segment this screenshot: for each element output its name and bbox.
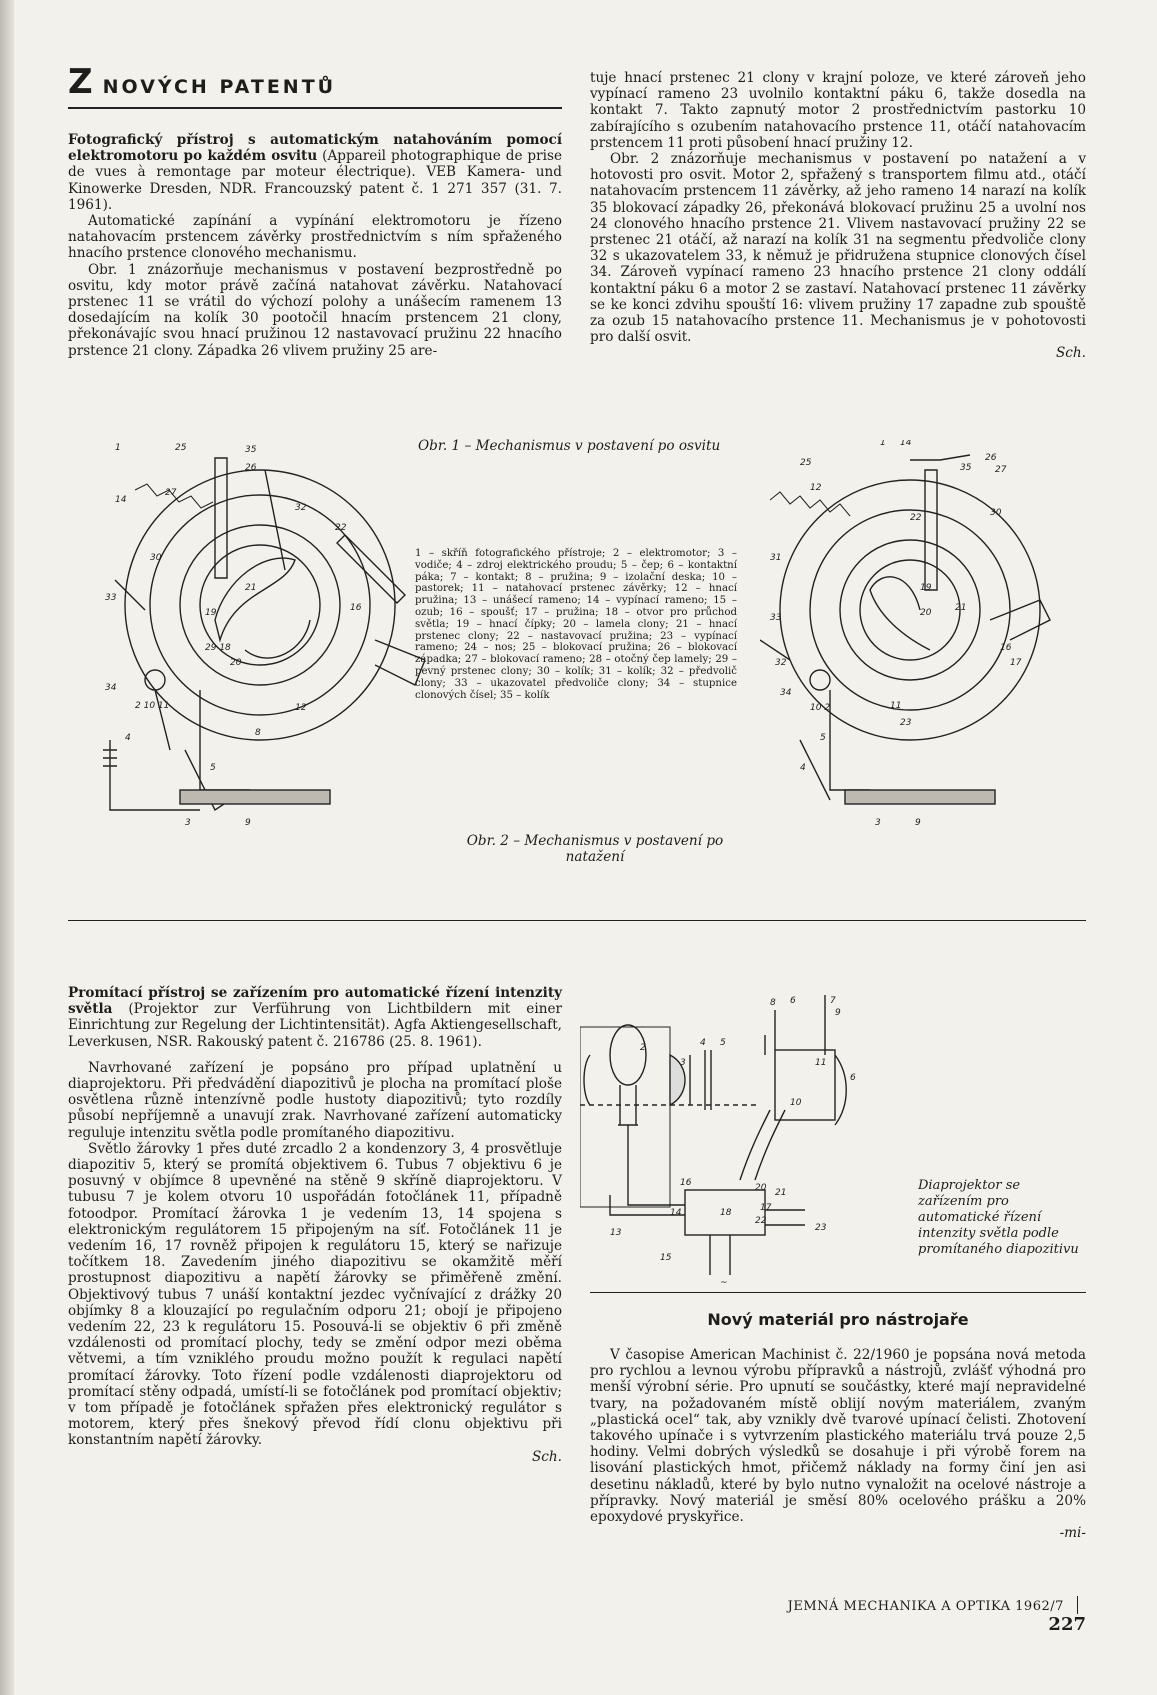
page-edge-shadow <box>0 0 14 1695</box>
article1-lead-bold: Fotografický přístroj s automatickým natahováním pomocí elektromotoru po každém osvitu <box>68 132 562 165</box>
svg-text:27: 27 <box>995 465 1007 475</box>
svg-text:26: 26 <box>245 463 257 473</box>
svg-text:5: 5 <box>720 1038 726 1048</box>
section-title-rest: NOVÝCH PATENTŮ <box>102 76 337 98</box>
article3-title: Nový materiál pro nástrojaře <box>707 1310 969 1329</box>
svg-text:11: 11 <box>815 1058 827 1068</box>
mid-rule <box>68 920 1086 921</box>
article3-signature: -mi- <box>1059 1525 1086 1542</box>
svg-text:32: 32 <box>295 503 307 513</box>
svg-text:17: 17 <box>760 1203 772 1213</box>
figure1-caption: Obr. 1 – Mechanismus v postavení po osvitu <box>418 438 721 454</box>
svg-text:25: 25 <box>800 458 812 468</box>
article1-lead <box>68 132 562 213</box>
svg-text:5: 5 <box>210 763 216 773</box>
svg-text:9: 9 <box>835 1008 841 1018</box>
svg-text:2: 2 <box>640 1043 646 1053</box>
article1-signature: Sch. <box>1055 345 1086 362</box>
svg-text:35: 35 <box>245 445 257 455</box>
svg-text:4: 4 <box>700 1038 706 1048</box>
svg-text:13: 13 <box>610 1228 622 1238</box>
figure2-drawing <box>760 440 1090 860</box>
svg-text:6: 6 <box>850 1073 856 1083</box>
svg-text:33: 33 <box>770 613 782 623</box>
svg-text:23: 23 <box>900 718 912 728</box>
svg-text:22: 22 <box>755 1216 767 1226</box>
section-title-initial: Z <box>68 62 93 102</box>
svg-text:18: 18 <box>720 1208 732 1218</box>
svg-text:21: 21 <box>955 603 967 613</box>
section-title <box>68 62 336 102</box>
svg-text:30: 30 <box>990 508 1002 518</box>
svg-text:15: 15 <box>660 1253 672 1263</box>
article2-body <box>68 985 562 1465</box>
svg-text:9: 9 <box>245 818 251 828</box>
svg-text:3: 3 <box>875 818 881 828</box>
figure1-drawing <box>95 440 425 860</box>
svg-text:16: 16 <box>680 1178 692 1188</box>
svg-text:8: 8 <box>255 728 261 738</box>
figure3-caption: Diaprojektor se zařízením pro automatické řízení intenzity světla podle promítaného diapozitivu <box>918 1178 1079 1257</box>
svg-text:31: 31 <box>770 553 782 563</box>
svg-text:20: 20 <box>230 658 242 668</box>
svg-text:3: 3 <box>680 1058 686 1068</box>
svg-text:14: 14 <box>115 495 127 505</box>
svg-text:1: 1 <box>880 440 886 448</box>
page-number: 227 <box>1048 1614 1086 1635</box>
svg-text:~: ~ <box>720 1278 728 1285</box>
article2-signature: Sch. <box>531 1448 562 1465</box>
svg-text:32: 32 <box>775 658 787 668</box>
svg-text:19: 19 <box>205 608 217 618</box>
article2-lead-bold: Promítací přístroj se zařízením pro automatické řízení intenzity světla <box>68 985 562 1018</box>
figure1-legend: 1 – skříň fotografického přístroje; 2 – elektromotor; 3 – vodiče; 4 – zdroj elektrického proudu; 5 – čep; 6 – kontaktní páka; 7 – kontakt; 8 – pružina; 9 – izolační deska; 10 – pastorek; 11 – natahovací prstenec závěrky; 12 – hnací pružina; 13 – unášecí rameno; 14 – vypínací rameno; 15 – ozub; 16 – spoušť; 17 – pružina; 18 – otvor pro průchod světla; 19 – hnací čípky; 20 – lamela clony; 21 – hnací prstenec clony; 22 – nastavovací pružina; 23 – vypínací rameno; 24 – nos; 25 – blokovací pružina; 26 – blokovací západka; 27 – blokovací rameno; 28 – otočný čep lamely; 29 – pevný prstenec clony; 30 – kolík; 31 – kolík; 32 – předvolič clony; 33 – ukazovatel předvoliče clony; 34 – stupnice clonových čísel; 35 – kolík <box>415 548 737 701</box>
article2-p1: Navrhované zařízení je popsáno pro případ uplatnění u diaprojektoru. Při předvádění diapozitivů je plocha na promítací ploše osvětlena různě intenzívně podle hustoty diapozitivů; tyto rozdíly působí nepříjemně a unavují zrak. Navrhované zařízení automaticky reguluje intenzitu světla podle promítaného diapozitivu. <box>68 1059 562 1141</box>
svg-text:12: 12 <box>295 703 307 713</box>
footer-journal: JEMNÁ MECHANIKA A OPTIKA 1962/7 <box>787 1599 1064 1614</box>
svg-text:26: 26 <box>985 453 997 463</box>
article1-p1: Automatické zapínání a vypínání elektromotoru je řízeno natahovacím prstencem závěrky prostřednictvím s ním spřaženého hnacího prstence clonového mechanismu. <box>68 213 562 262</box>
svg-text:16: 16 <box>1000 643 1012 653</box>
figure2-caption: Obr. 2 – Mechanismus v postavení po natažení <box>466 833 724 865</box>
svg-text:17: 17 <box>1010 658 1022 668</box>
footer-separator <box>1077 1596 1078 1614</box>
svg-text:21: 21 <box>245 583 257 593</box>
article2-p2: Světlo žárovky 1 přes duté zrcadlo 2 a kondenzory 3, 4 prosvětluje diapozitiv 5, který se promítá objektivem 6. Tubus 7 objektivu 6 je posuvný v objímce 8 upevněné na stěně 9 skříně diaprojektoru. V tubusu 7 je kolem otvoru 10 uspořádán fotočlánek 11, případně fotoodpor. Promítací žárovka 1 je vedením 13, 14 spojena s elektronickým regulátorem 15 připojeným na síť. Fotočlánek 11 je vedením 16, 17 rovněž připojen k regulátoru 15, který se nařizuje točítkem 18. Zavedením jiného diapozitivu se okamžitě měří prostupnost diapozitivu a napětí žárovky se přiměřeně změní. Objektivový tubus 7 unáší kontaktní jezdec vyčnívající z drážky 20 objímky 8 a klouzající po regulačním odporu 21; obojí je připojeno vedením 22, 23 k regulátoru 15. Posouvá-li se objektiv 6 při změně vzdálenosti od promítací plochy, tedy se změní odpor mezi oběma větvemi, a tím vzniklého proudu možno použít k regulaci napětí promítací žárovky. Toto řízení podle vzdálenosti diaprojektoru od promítací stěny odpadá, umístí-li se fotočlánek pod promítací objektiv; v tom případě je fotočlánek spřažen přes elektronický regulátor s motorem, který přes šnekový převod řídí clonu objektivu při konstantním napětí žárovky. <box>68 1140 562 1449</box>
svg-text:14: 14 <box>900 440 912 448</box>
svg-text:4: 4 <box>800 763 806 773</box>
svg-text:22: 22 <box>910 513 922 523</box>
svg-text:5: 5 <box>820 733 826 743</box>
svg-text:33: 33 <box>105 593 117 603</box>
article1-p2: Obr. 1 znázorňuje mechanismus v postavení bezprostředně po osvitu, kdy motor právě začíná natahovat závěrku. Natahovací prstenec 11 se vrátil do výchozí polohy a unášecím ramenem 13 dosedajícím na kolík 30 pootočil hnacím prstencem 21 clony, překonávajíc svou hnací pružinou 12 nastavovací pružinu 22 hnacího prstence 21 clony. Západka 26 vlivem pružiny 25 are- <box>68 261 562 359</box>
svg-text:29 18: 29 18 <box>205 643 231 653</box>
article1-right <box>590 70 1086 362</box>
svg-text:20: 20 <box>755 1183 767 1193</box>
svg-text:2 10 11: 2 10 11 <box>135 701 170 711</box>
article1-right-p1: tuje hnací prstenec 21 clony v krajní poloze, ve které zároveň jeho vypínací rameno 23 uvolnilo kontaktní páku 6, takže dosedla na kontakt 7. Takto zapnutý motor 2 prostřednictvím pastorku 10 zabírajícího s ozubením natahovacího prstence 11, otáčí natahovacím prstencem 11 proti působení hnací pružiny 12. <box>590 70 1086 151</box>
svg-text:35: 35 <box>960 463 972 473</box>
title-rule <box>68 107 562 109</box>
footer <box>760 1595 1086 1635</box>
article3-rule <box>590 1292 1086 1293</box>
article3-body <box>590 1347 1086 1541</box>
svg-text:30: 30 <box>150 553 162 563</box>
svg-text:21: 21 <box>775 1188 787 1198</box>
article3-p1: V časopise American Machinist č. 22/1960 je popsána nová metoda pro rychlou a levnou výrobu přípravků a nástrojů, zvlášť výhodná pro menší výrobní série. Pro upnutí se součástky, které mají nepravidelné tvary, na požadovaném místě oblijí novým materiálem, zvaným „plastická ocel“ tak, aby vznikly dvě tvarové upínací čelisti. Zhotovení takového upínače i s vytvrzením plastického materiálu trvá pouze 2,5 hodiny. Velmi dobrých výsledků se dosahuje i při výrobě forem na lisování plastických hmot, přičemž náklady na formy činí jen asi desetinu nákladů, které by bylo nutno vynaložit na ocelové nástroje a přípravky. Nový materiál je směsí 80% ocelového prášku a 20% epoxydové pryskyřice. <box>590 1347 1086 1526</box>
svg-text:34: 34 <box>105 683 117 693</box>
article2-lead <box>68 985 562 1050</box>
svg-text:9: 9 <box>915 818 921 828</box>
figure3-drawing <box>580 995 910 1285</box>
svg-text:3: 3 <box>185 818 191 828</box>
svg-text:16: 16 <box>350 603 362 613</box>
svg-text:11: 11 <box>890 701 902 711</box>
svg-text:10: 10 <box>790 1098 802 1108</box>
svg-text:7: 7 <box>830 996 836 1006</box>
svg-text:27: 27 <box>165 488 177 498</box>
svg-text:20: 20 <box>920 608 932 618</box>
svg-text:14: 14 <box>670 1208 682 1218</box>
article1-right-p2: Obr. 2 znázorňuje mechanismus v postavení po natažení a v hotovosti pro osvit. Motor 2, spřažený s transportem filmu atd., otáčí natahovacím prstencem 11 závěrky, až jeho rameno 14 narazí na kolík 35 blokovací západky 26, překonává blokovací pružinu 25 a uvolní nos 24 clonového hnacího prstence 21. Vlivem nastavovací pružiny 22 se prstenec 21 otáčí, až narazí na kolík 31 na segmentu předvoliče clony 32 s ukazovatelem 33, k němuž je přidružena stupnice clonových čísel 34. Zároveň vypínací rameno 23 hnacího prstence 21 clony oddálí kontaktní páku 6 a motor 2 se zastaví. Natahovací prstenec 11 závěrky se ke konci zdvihu spouští 16: vlivem pružiny 17 zapadne zub spouště za ozub 15 natahovacího prstence 11. Mechanismus je v pohotovosti pro další osvit. <box>590 151 1086 346</box>
article1-left <box>68 132 562 359</box>
svg-text:22: 22 <box>335 523 347 533</box>
svg-text:19: 19 <box>920 583 932 593</box>
svg-text:4: 4 <box>125 733 131 743</box>
svg-text:1: 1 <box>115 443 121 453</box>
svg-text:34: 34 <box>780 688 792 698</box>
svg-text:12: 12 <box>810 483 822 493</box>
svg-text:10 2: 10 2 <box>810 703 831 713</box>
svg-text:23: 23 <box>815 1223 827 1233</box>
article1-lead-rest: (Appareil photographique de prise de vues à remontage par moteur électrique). VEB Kamera- und Kinowerke Dresden, NDR. Francouzský patent č. 1 271 357 (31. 7. 1961). <box>68 148 562 213</box>
svg-text:6: 6 <box>790 996 796 1006</box>
svg-text:8: 8 <box>770 998 776 1008</box>
article2-lead-rest: (Projektor zur Verführung von Lichtbildern mit einer Einrichtung zur Regelung der Lichtintensität). Agfa Aktiengesellschaft, Leverkusen, NSR. Rakouský patent č. 216786 (25. 8. 1961). <box>68 1001 562 1050</box>
svg-text:25: 25 <box>175 443 187 453</box>
